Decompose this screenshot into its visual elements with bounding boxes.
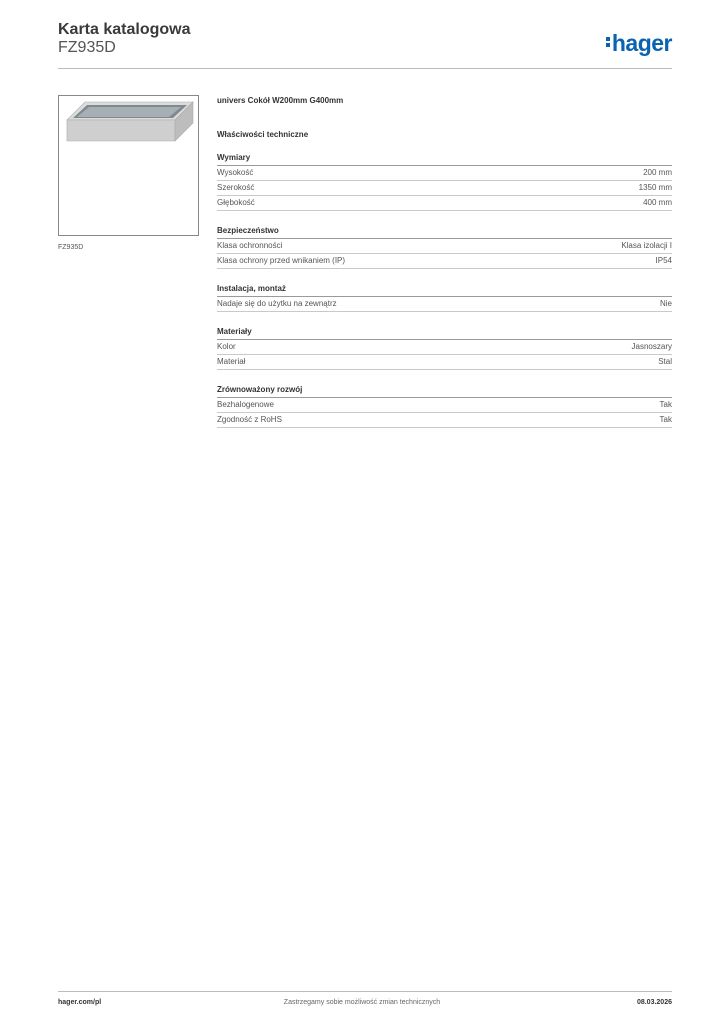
logo-text: hager bbox=[611, 30, 672, 56]
spec-label: Materiał bbox=[217, 357, 246, 366]
spec-value: 200 mm bbox=[643, 168, 672, 177]
footer-website[interactable]: hager.com/pl bbox=[58, 999, 102, 1006]
spec-row bbox=[217, 413, 672, 428]
spec-row bbox=[217, 166, 672, 181]
spec-value: Klasa izolacji I bbox=[621, 241, 672, 250]
spec-value: IP54 bbox=[655, 256, 672, 265]
product-image bbox=[58, 95, 199, 236]
spec-section bbox=[217, 152, 672, 211]
spec-row bbox=[217, 340, 672, 355]
plinth-illustration-icon bbox=[59, 96, 198, 235]
section-title: Bezpieczeństwo bbox=[217, 225, 672, 239]
spec-value: 400 mm bbox=[643, 198, 672, 207]
spec-row bbox=[217, 355, 672, 370]
product-name: univers Cokół W200mm G400mm bbox=[217, 96, 344, 105]
spec-label: Nadaje się do użytku na zewnątrz bbox=[217, 299, 337, 308]
spec-label: Wysokość bbox=[217, 168, 254, 177]
section-title: Instalacja, montaż bbox=[217, 283, 672, 297]
spec-row bbox=[217, 181, 672, 196]
spec-row bbox=[217, 297, 672, 312]
section-title: Zrównoważony rozwój bbox=[217, 384, 672, 398]
spec-value: 1350 mm bbox=[638, 183, 672, 192]
tech-heading: Właściwości techniczne bbox=[217, 130, 309, 139]
spec-label: Klasa ochronności bbox=[217, 241, 283, 250]
spec-value: Tak bbox=[659, 415, 672, 424]
spec-content bbox=[217, 96, 672, 428]
logo-dots-icon bbox=[606, 35, 611, 49]
spec-section bbox=[217, 283, 672, 312]
product-code: FZ935D bbox=[58, 39, 116, 56]
spec-section bbox=[217, 225, 672, 269]
footer-notice: Zastrzegamy sobie możliwość zmian technicznych bbox=[283, 999, 441, 1006]
spec-value: Stal bbox=[658, 357, 672, 366]
footer-divider bbox=[58, 991, 672, 992]
spec-label: Bezhalogenowe bbox=[217, 400, 274, 409]
page-title: Karta katalogowa bbox=[58, 21, 191, 38]
hager-logo bbox=[606, 30, 672, 57]
spec-row bbox=[217, 398, 672, 413]
spec-value: Tak bbox=[659, 400, 672, 409]
spec-section bbox=[217, 384, 672, 428]
spec-label: Klasa ochrony przed wnikaniem (IP) bbox=[217, 256, 346, 265]
spec-label: Głębokość bbox=[217, 198, 255, 207]
section-title: Wymiary bbox=[217, 152, 672, 166]
header-divider bbox=[58, 68, 672, 69]
image-caption: FZ935D bbox=[58, 244, 84, 251]
spec-label: Zgodność z RoHS bbox=[217, 415, 282, 424]
spec-value: Jasnoszary bbox=[631, 342, 672, 351]
spec-row bbox=[217, 196, 672, 211]
spec-section bbox=[217, 326, 672, 370]
spec-row bbox=[217, 254, 672, 269]
spec-label: Kolor bbox=[217, 342, 236, 351]
spec-row bbox=[217, 239, 672, 254]
footer-date: 08.03.2026 bbox=[636, 999, 672, 1006]
section-title: Materiały bbox=[217, 326, 672, 340]
spec-label: Szerokość bbox=[217, 183, 255, 192]
spec-value: Nie bbox=[659, 299, 672, 308]
